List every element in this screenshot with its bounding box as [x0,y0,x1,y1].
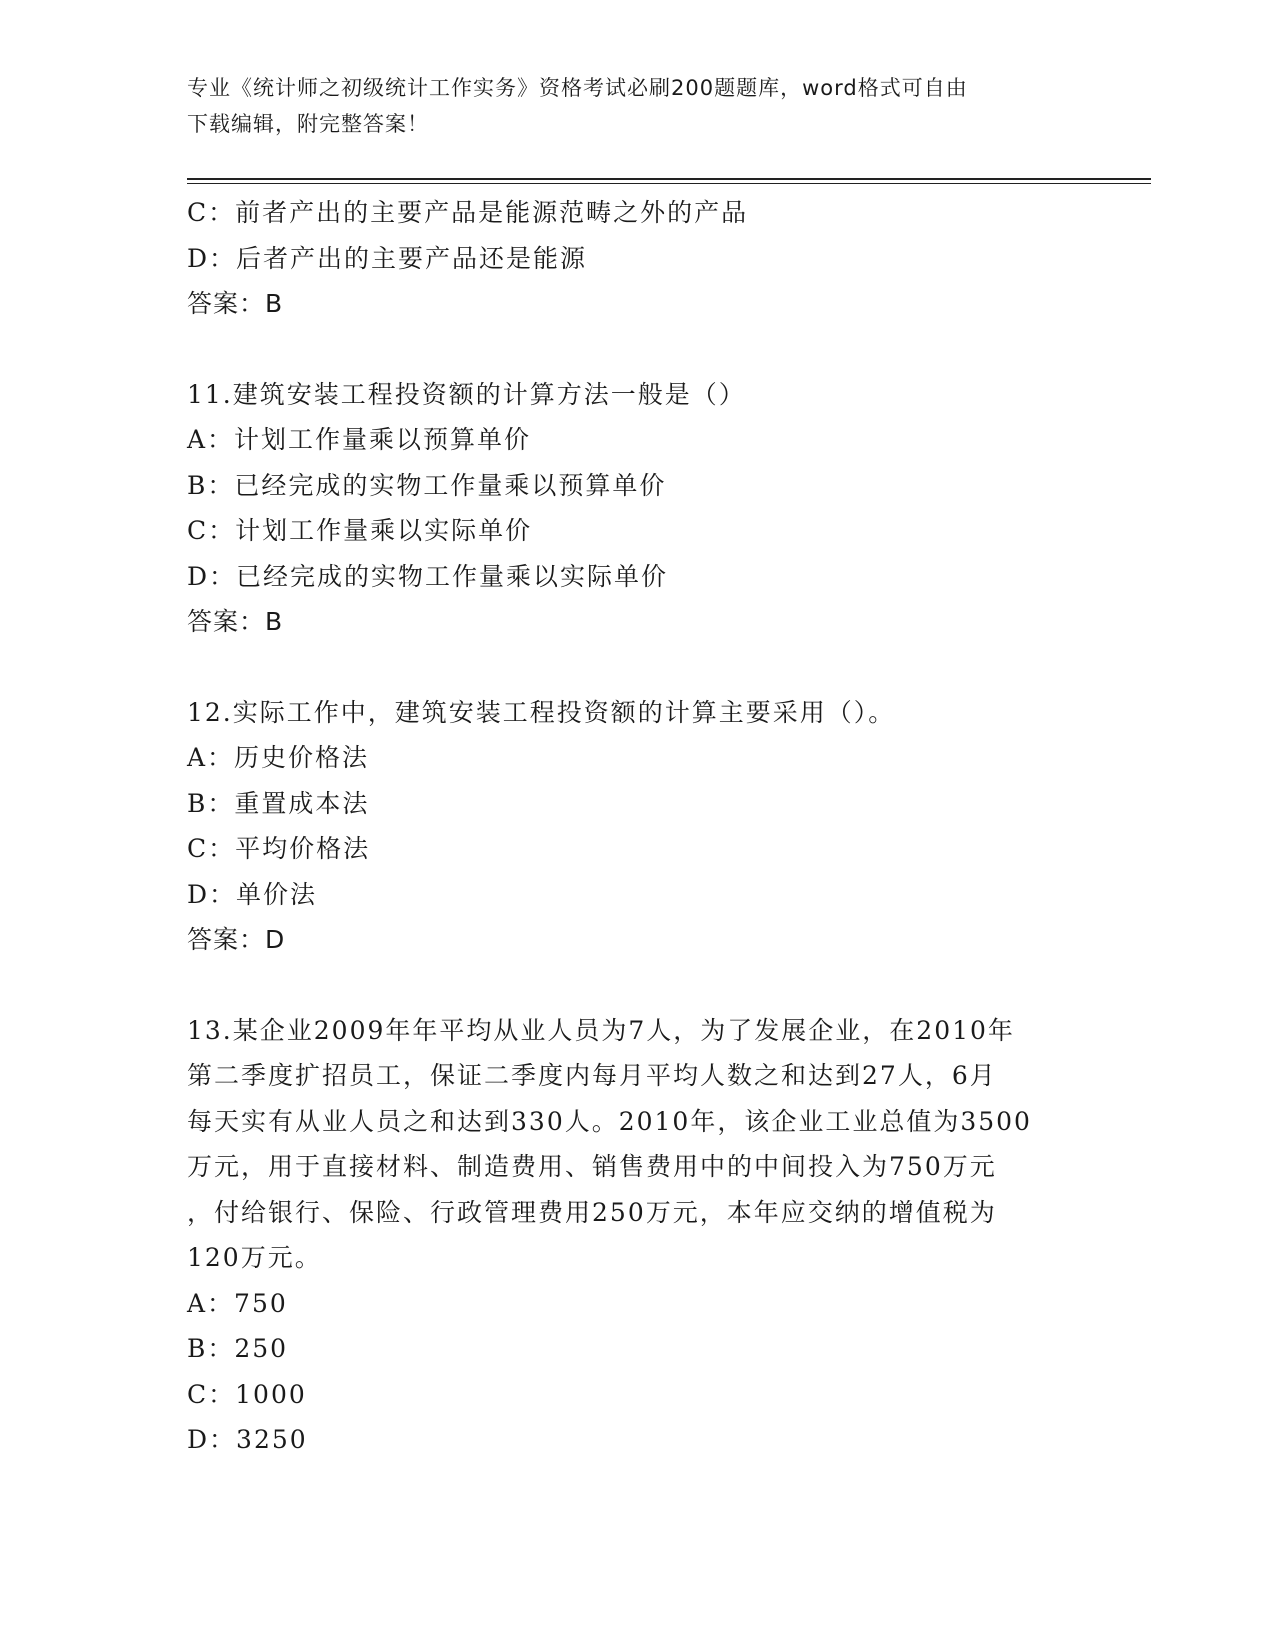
option-c: C：前者产出的主要产品是能源范畴之外的产品 [187,198,749,227]
option-c: C：计划工作量乘以实际单价 [187,516,533,545]
question-10-fragment [187,190,1087,327]
option-d: D：3250 [187,1425,308,1454]
header-title-line1: 专业《统计师之初级统计工作实务》资格考试必刷200题题库，word格式可自由 [187,76,968,100]
question-stem-line: 120万元。 [187,1243,322,1272]
header-title-line2: 下载编辑，附完整答案！ [187,112,429,136]
answer-line: 答案：B [187,607,284,636]
question-stem-line: 万元，用于直接材料、制造费用、销售费用中的中间投入为750万元 [187,1152,997,1181]
question-stem [187,1008,1087,1281]
question-stem: 12.实际工作中，建筑安装工程投资额的计算主要采用（）。 [187,697,896,727]
question-stem-line: ，付给银行、保险、行政管理费用250万元，本年应交纳的增值税为 [187,1197,997,1227]
question-stem-line: 第二季度扩招员工，保证二季度内每月平均人数之和达到27人，6月 [187,1061,997,1090]
header-divider-thick [187,178,1151,180]
option-a: A：750 [187,1288,288,1318]
question-content [187,190,1087,1463]
option-b: B：重置成本法 [187,788,370,818]
option-d: D：单价法 [187,879,318,909]
option-c: C：1000 [187,1379,307,1409]
option-a: A：计划工作量乘以预算单价 [187,425,532,454]
option-d: D：后者产出的主要产品还是能源 [187,243,588,273]
option-b: B：已经完成的实物工作量乘以预算单价 [187,470,667,500]
question-12 [187,690,1087,963]
question-stem-line: 每天实有从业人员之和达到330人。2010年，该企业工业总值为3500 [187,1106,1032,1136]
answer-line: 答案：B [187,289,284,318]
question-11 [187,372,1087,645]
option-c: C：平均价格法 [187,834,371,863]
option-d: D：已经完成的实物工作量乘以实际单价 [187,561,669,591]
header-divider-thin [187,183,1151,184]
question-stem-line: 13.某企业2009年年平均从业人员为7人，为了发展企业，在2010年 [187,1015,1015,1045]
question-stem: 11.建筑安装工程投资额的计算方法一般是（） [187,379,746,409]
answer-line: 答案：D [187,925,286,954]
question-13 [187,1008,1087,1463]
document-header [187,70,1067,142]
option-b: B：250 [187,1334,289,1363]
option-a: A：历史价格法 [187,743,370,772]
